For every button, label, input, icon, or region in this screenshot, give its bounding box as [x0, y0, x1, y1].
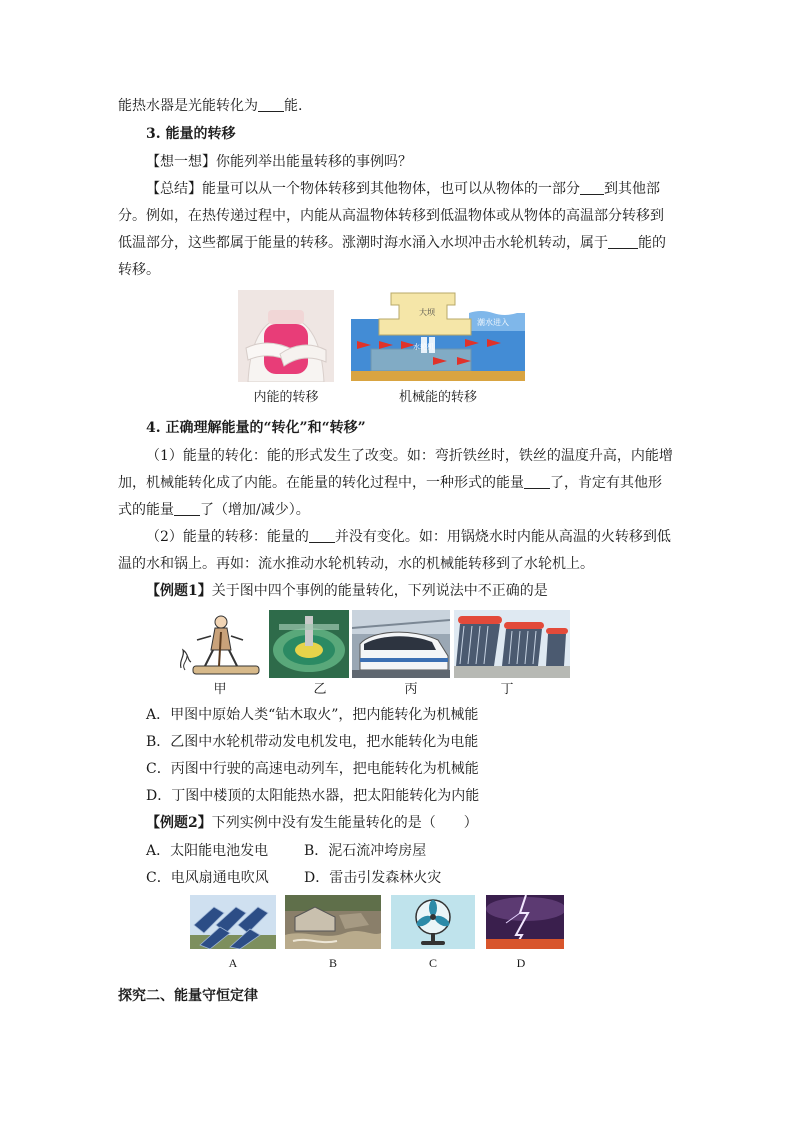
answer-option: B．泥石流冲垮房屋	[304, 843, 427, 859]
answer-option: D．雷击引发森林火灾	[304, 870, 442, 886]
section-heading: 3. 能量的转移	[146, 126, 236, 142]
paragraph-line: （1）能量的转化：能的形式发生了改变。如：弯折铁丝时，铁丝的温度升高，内能增	[146, 448, 673, 464]
paragraph-line: 加，机械能转化成了内能。在能量的转化过程中，一种形式的能量 了，肯定有其他形	[118, 475, 662, 491]
image-caption: A	[228, 956, 238, 970]
hot-water-bottle-photo	[238, 290, 334, 382]
answer-option: A．太阳能电池发电	[146, 843, 269, 859]
fill-blank	[309, 528, 335, 543]
water-turbine-photo	[269, 610, 349, 678]
text-line: 能热水器是光能转化为 能.	[118, 98, 303, 114]
electric-fan-illustration	[391, 895, 475, 949]
fill-blank	[524, 474, 550, 489]
answer-option: D．丁图中楼顶的太阳能热水器，把太阳能转化为内能	[146, 788, 480, 804]
lightning-storm-photo	[486, 895, 564, 949]
drilling-fire-illustration	[175, 610, 267, 678]
image-caption: 甲	[213, 682, 227, 697]
image-caption: 乙	[313, 682, 327, 697]
example-question: 【例题2】下列实例中没有发生能量转化的是（ ）	[146, 815, 478, 831]
fill-blank	[608, 234, 638, 249]
fill-blank	[174, 501, 200, 516]
dam-label: 大坝	[419, 308, 435, 317]
fill-blank	[258, 97, 284, 112]
image-caption: D	[516, 956, 526, 970]
high-speed-train-photo	[352, 610, 450, 678]
dam-diagram	[351, 291, 525, 381]
answer-option: C．丙图中行驶的高速电动列车，把电能转化为机械能	[146, 761, 479, 777]
paragraph-line: 式的能量 了（增加/减少）。	[118, 502, 310, 518]
section-heading: 探究二、能量守恒定律	[118, 988, 258, 1004]
solar-water-heater-photo	[454, 610, 570, 678]
answer-option: C．电风扇通电吹风	[146, 870, 269, 886]
paragraph-line: 温的水和锅上。再如：流水推动水轮机转动，水的机械能转移到了水轮机上。	[118, 556, 594, 572]
solar-panels-photo	[190, 895, 276, 949]
turbine-label: 水轮机	[413, 343, 434, 351]
image-caption: B	[328, 956, 337, 970]
mudslide-photo	[285, 895, 381, 949]
figure-caption: 机械能的转移	[398, 390, 477, 405]
think-paragraph: 【想一想】你能列举出能量转移的事例吗？	[146, 154, 412, 170]
section-heading: 4. 正确理解能量的“转化”和“转移”	[146, 420, 366, 436]
fill-blank	[580, 180, 604, 195]
example-question: 【例题1】关于图中四个事例的能量转化，下列说法中不正确的是	[146, 583, 548, 599]
image-caption: 丁	[500, 682, 514, 697]
summary-line: 转移。	[118, 262, 160, 278]
tide-label: 潮水进入	[477, 318, 509, 327]
image-caption: 丙	[404, 682, 418, 697]
answer-option: B．乙图中水轮机带动发电机发电，把水能转化为电能	[146, 734, 479, 750]
summary-line: 【总结】能量可以从一个物体转移到其他物体，也可以从物体的一部分 到其他部	[146, 181, 660, 197]
answer-option: A．甲图中原始人类“钻木取火”，把内能转化为机械能	[146, 707, 479, 723]
paragraph-line: （2）能量的转移：能量的 并没有变化。如：用锅烧水时内能从高温的火转移到低	[146, 529, 671, 545]
summary-line: 分。例如，在热传递过程中，内能从高温物体转移到低温物体或从物体的高温部分转移到	[118, 208, 664, 224]
image-caption: C	[428, 956, 437, 970]
summary-line: 低温部分，这些都属于能量的转移。涨潮时海水涌入水坝冲击水轮机转动，属于 能的	[118, 235, 666, 251]
figure-caption: 内能的转移	[253, 390, 319, 405]
